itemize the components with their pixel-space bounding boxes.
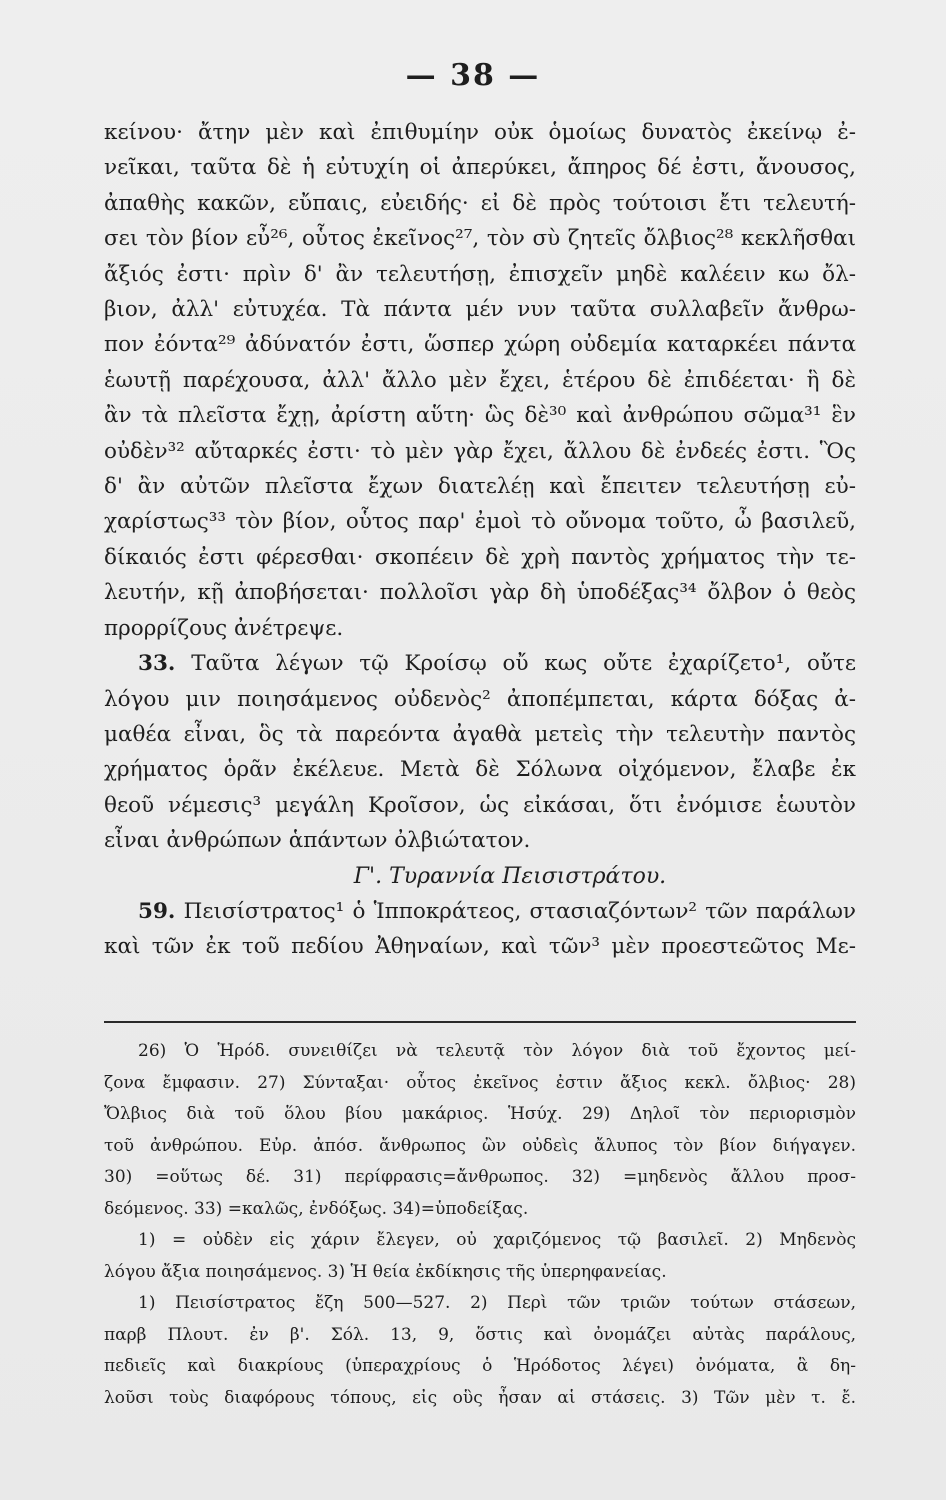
footnote-line: 30) =οὕτως δέ. 31) περίφρασις=ἄνθρωπος. 32) =μηδενὸς ἄλλου προσ- [104, 1167, 856, 1187]
text-line: θεοῦ νέμεσις³ μεγάλη Κροῖσον, ὡς εἰκάσαι, ὅτι ἐνόμισε ἑωυτὸν [104, 792, 856, 818]
text-line: λευτήν, κῇ ἀποβήσεται· πολλοῖσι γὰρ δὴ ὑποδέξας³⁴ ὄλβον ὁ θεὸς [104, 580, 856, 606]
text-line: κείνου· ἄτην μὲν καὶ ἐπιθυμίην οὐκ ὁμοίως δυνατὸς ἐκείνῳ ἐ- [104, 120, 856, 145]
text-line: λόγου μιν ποιησάμενος οὐδενὸς² ἀποπέμπεται, κάρτα δόξας ἀ- [104, 686, 856, 712]
text-line: βιον, ἀλλ' εὐτυχέα. Τὰ πάντα μέν νυν ταῦτα συλλαβεῖν ἄνθρω- [104, 297, 856, 323]
footnotes [104, 1036, 856, 1414]
text-line: δ' ἂν αὐτῶν πλεῖστα ἔχων διατελέῃ καὶ ἔπειτεν τελευτήσῃ εὐ- [104, 474, 856, 500]
footnote-line: παρβ Πλουτ. ἐν β'. Σόλ. 13, 9, ὅστις καὶ ὀνομάζει αὐτὰς παράλους, [104, 1324, 856, 1345]
text-line: ἂν τὰ πλεῖστα ἔχῃ, ἀρίστη αὕτη· ὣς δὲ³⁰ καὶ ἀνθρώπου σῶμα³¹ ἓν [104, 403, 856, 429]
footnote-line: 26) Ὁ Ἡρόδ. συνειθίζει νὰ τελευτᾷ τὸν λόγον διὰ τοῦ ἔχοντος μεί- [138, 1041, 856, 1061]
footnote-divider [104, 1021, 856, 1023]
section-59-first-line [104, 894, 856, 929]
section-number-59: 59. [138, 898, 176, 924]
text-line: μαθέα εἶναι, ὃς τὰ παρεόντα ἀγαθὰ μετεὶς τὴν τελευτὴν παντὸς [104, 721, 856, 747]
text-line: πον ἐόντα²⁹ ἀδύνατόν ἐστι, ὥσπερ χώρη οὐδεμία καταρκέει πάντα [104, 332, 856, 358]
footnote-line: πεδιεῖς καὶ διακρίους (ὑπεραχρίους ὁ Ἡρόδοτος λέγει) ὀνόματα, ἃ δη- [104, 1356, 856, 1376]
text-line: προρρίζους ἀνέτρεψε. [104, 615, 344, 641]
footnote-line: 1) Πεισίστρατος ἔζη 500—527. 2) Περὶ τῶν τριῶν τούτων στάσεων, [138, 1293, 856, 1313]
text-line: ἄξιός ἐστι· πρὶν δ' ἂν τελευτήσῃ, ἐπισχεῖν μηδὲ καλέειν κω ὄλ- [104, 261, 856, 287]
footnote-line: Ὄλβιος διὰ τοῦ ὅλου βίου μακάριος. Ἡσύχ. 29) Δηλοῖ τὸν περιορισμὸν [104, 1104, 856, 1124]
text-line: ἀπαθὴς κακῶν, εὔπαις, εὐειδής· εἰ δὲ πρὸς τούτοισι ἔτι τελευτή- [104, 190, 856, 216]
footnote-line: ζονα ἔμφασιν. 27) Σύνταξαι· οὗτος ἐκεῖνος ἐστιν ἄξιος κεκλ. ὄλβιος· 28) [104, 1072, 856, 1093]
text-line: καὶ τῶν ἐκ τοῦ πεδίου Ἀθηναίων, καὶ τῶν³ μὲν προεστεῶτος Με- [104, 934, 856, 960]
text-line: εἶναι ἀνθρώπων ἁπάντων ὀλβιώτατον. [104, 828, 531, 854]
footnote-line: 1) = οὐδὲν εἰς χάριν ἔλεγεν, οὐ χαριζόμενος τῷ βασιλεῖ. 2) Μηδενὸς [138, 1230, 856, 1250]
footnote-line: λόγου ἄξια ποιησάμενος. 3) Ἡ θεία ἐκδίκησις τῆς ὑπερηφανείας. [104, 1261, 667, 1282]
text-line: οὐδὲν³² αὔταρκές ἐστι· τὸ μὲν γὰρ ἔχει, ἄλλου δὲ ἐνδεές ἐστι. Ὃς [104, 438, 856, 464]
footnote-line: δεόμενος. 33) =καλῶς, ἐνδόξως. 34)=ὑποδείξας. [104, 1198, 529, 1219]
footnote-line: τοῦ ἀνθρώπου. Εὐρ. ἀπόσ. ἄνθρωπος ὢν οὐδεὶς ἄλυπος τὸν βίον διήγαγεν. [104, 1135, 856, 1156]
text-line: νεῖκαι, ταῦτα δὲ ἡ εὐτυχίη οἱ ἀπερύκει, ἄπηρος δέ ἐστι, ἄνουσος, [104, 155, 856, 181]
page-number: — 38 — [405, 58, 541, 93]
section-33-first-line [104, 646, 856, 681]
text-line: χαρίστως³³ τὸν βίον, οὗτος παρ' ἐμοὶ τὸ οὔνομα τοῦτο, ὦ βασιλεῦ, [104, 509, 856, 535]
main-text [104, 115, 856, 965]
text-line: δίκαιός ἐστι φέρεσθαι· σκοπέειν δὲ χρὴ παντὸς χρήματος τὴν τε- [104, 544, 856, 570]
footnote-line: λοῦσι τοὺς διαφόρους τόπους, εἰς οὓς ἦσαν αἱ στάσεις. 3) Τῶν μὲν τ. ἔ. [104, 1387, 856, 1408]
text-line: Ταῦτα λέγων τῷ Κροίσῳ οὔ κως οὔτε ἐχαρίζετο¹, οὔτε [191, 651, 856, 677]
text-line: χρήματος ὁρᾶν ἐκέλευε. Μετὰ δὲ Σόλωνα οἰχόμενον, ἔλαβε ἐκ [104, 757, 856, 783]
text-line: Πεισίστρατος¹ ὁ Ἱπποκράτεος, στασιαζόντων² τῶν παράλων [183, 898, 856, 924]
section-number-33: 33. [138, 651, 176, 677]
section-heading: Γ'. Τυραννία Πεισιστράτου. [353, 863, 667, 889]
text-line: ἑωυτῇ παρέχουσα, ἀλλ' ἄλλο μὲν ἔχει, ἑτέρου δὲ ἐπιδέεται· ἣ δὲ [104, 367, 856, 393]
text-line: σει τὸν βίον εὖ²⁶, οὗτος ἐκεῖνος²⁷, τὸν σὺ ζητεῖς ὄλβιος²⁸ κεκλῆσθαι [104, 226, 856, 252]
